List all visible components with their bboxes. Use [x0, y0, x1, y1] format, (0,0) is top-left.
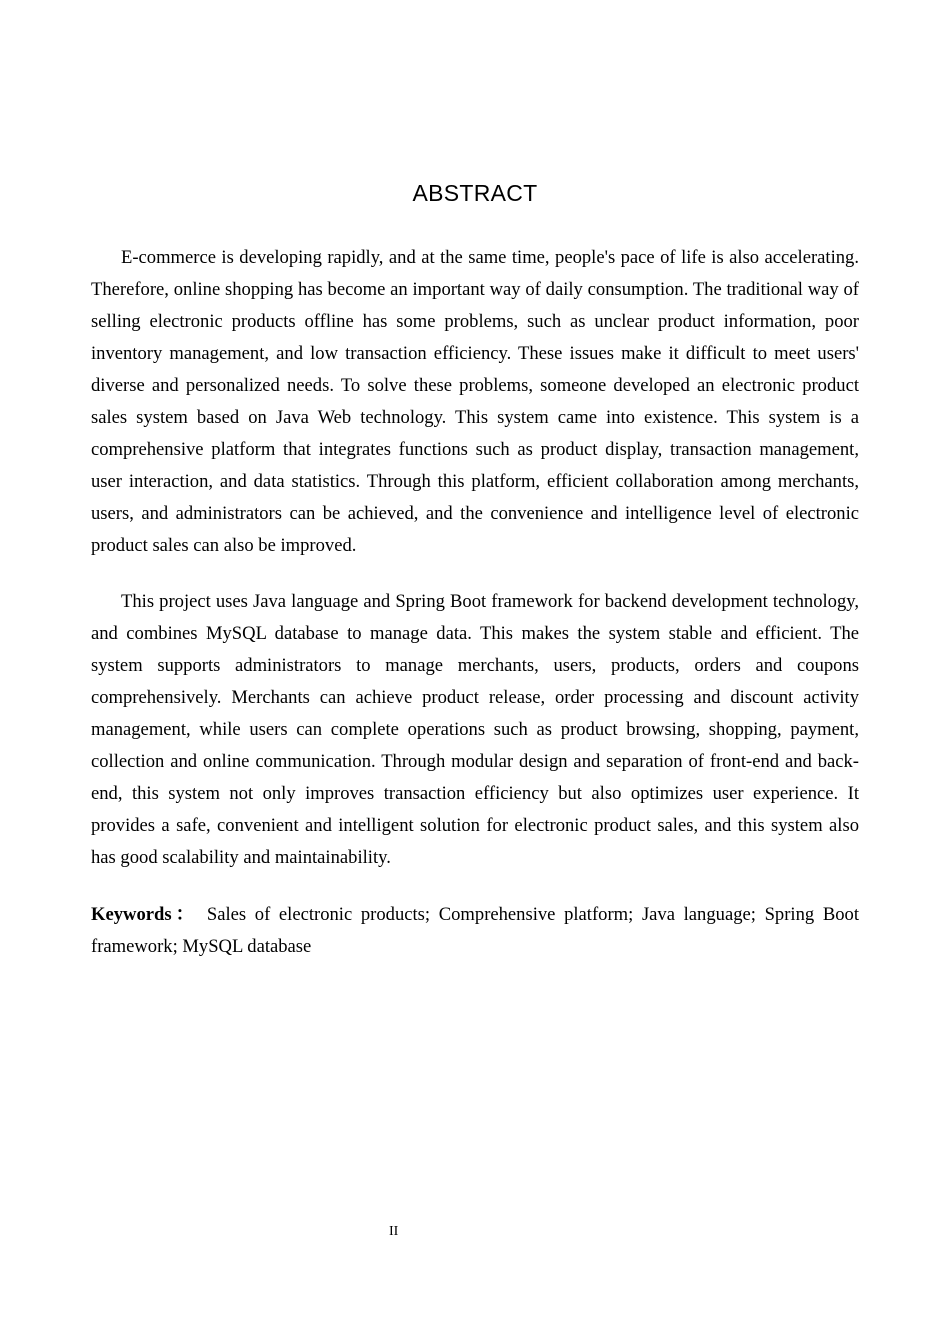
page-number: II — [389, 1224, 399, 1239]
keywords-label: Keywords： — [91, 904, 199, 925]
abstract-paragraph-1: E-commerce is developing rapidly, and at the same time, people's pace of life is also accelerating. Therefore, online shopping has become an important way of daily consumption. The traditional way of selling electronic products offline has some problems, such as unclear product information, poor inventory management, and low transaction efficiency. These issues make it difficult to meet users' diverse and personalized needs. To solve these problems, someone developed an electronic product sales system based on Java Web technology. This system came into existence. This system is a comprehensive platform that integrates functions such as product display, transaction management, user interaction, and data statistics. Through this platform, efficient collaboration among merchants, users, and administrators can be achieved, and the convenience and intelligence level of electronic product sales can also be improved. — [91, 247, 859, 556]
keywords-line — [91, 899, 859, 963]
abstract-paragraph-2: This project uses Java language and Spring Boot framework for backend development technology, and combines MySQL database to manage data. This makes the system stable and efficient. The system supports administrators to manage merchants, users, products, orders and coupons comprehensively. Merchants can achieve product release, order processing and discount activity management, while users can complete operations such as product browsing, shopping, payment, collection and online communication. Through modular design and separation of front-end and back-end, this system not only improves transaction efficiency but also optimizes user experience. It provides a safe, convenient and intelligent solution for electronic product sales, and this system also has good scalability and maintainability. — [91, 591, 859, 868]
page-title: ABSTRACT — [412, 180, 538, 206]
keywords-text: Sales of electronic products; Comprehensive platform; Java language; Spring Boot framework; MySQL database — [91, 904, 859, 957]
